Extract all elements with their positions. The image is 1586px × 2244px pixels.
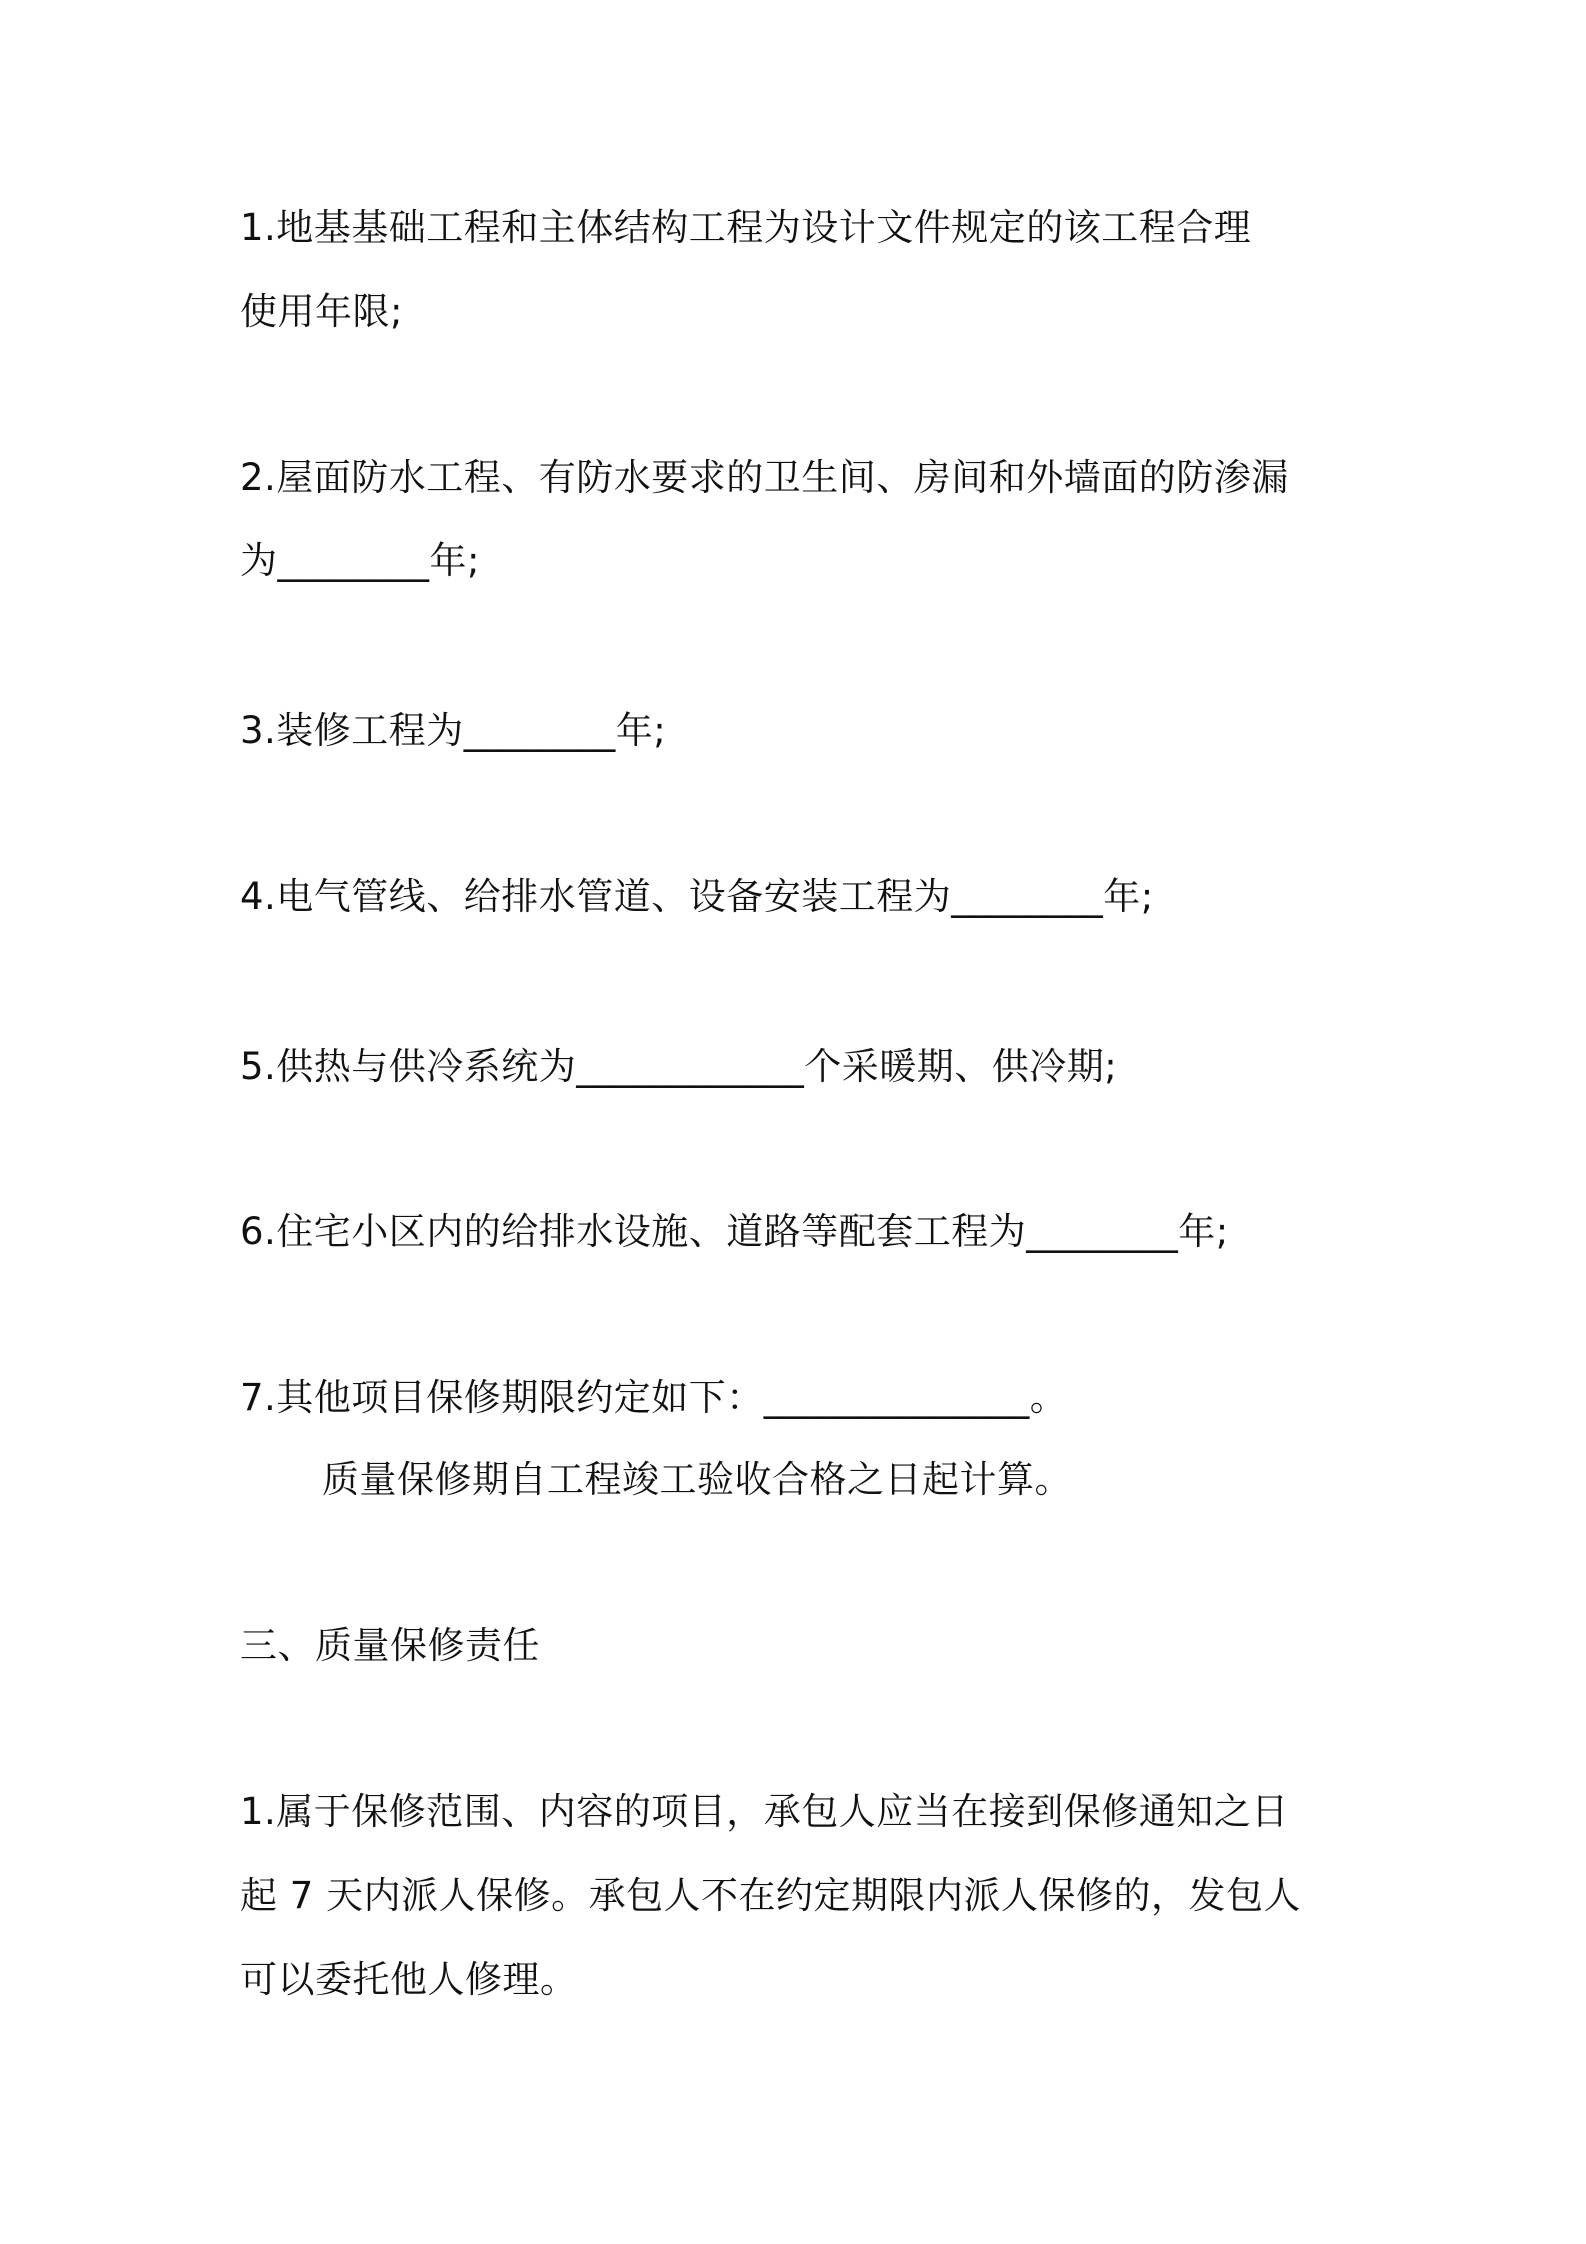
clause-6: 6.住宅小区内的给排水设施、道路等配套工程为________年; (240, 1210, 1229, 1253)
clause-2-line-2: 为________年; (240, 539, 480, 582)
clause-2-line-1: 2.屋面防水工程、有防水要求的卫生间、房间和外墙面的防渗漏 (240, 456, 1289, 499)
responsibility-1-line-3: 可以委托他人修理。 (240, 1958, 578, 2001)
responsibility-1-line-1: 1.属于保修范围、内容的项目，承包人应当在接到保修通知之日 (240, 1790, 1289, 1833)
clause-7: 7.其他项目保修期限约定如下：______________。 (240, 1376, 1068, 1419)
warranty-period-note: 质量保修期自工程竣工验收合格之日起计算。 (322, 1458, 1072, 1501)
clause-1-line-2: 使用年限; (240, 290, 403, 333)
responsibility-1-line-2: 起 7 天内派人保修。承包人不在约定期限内派人保修的，发包人 (240, 1874, 1302, 1917)
clause-3: 3.装修工程为________年; (240, 709, 667, 752)
section-heading-3: 三、质量保修责任 (240, 1624, 540, 1667)
clause-5: 5.供热与供冷系统为____________个采暖期、供冷期; (240, 1045, 1118, 1088)
clause-1-line-1: 1.地基基础工程和主体结构工程为设计文件规定的该工程合理 (240, 206, 1252, 249)
clause-4: 4.电气管线、给排水管道、设备安装工程为________年; (240, 875, 1154, 918)
